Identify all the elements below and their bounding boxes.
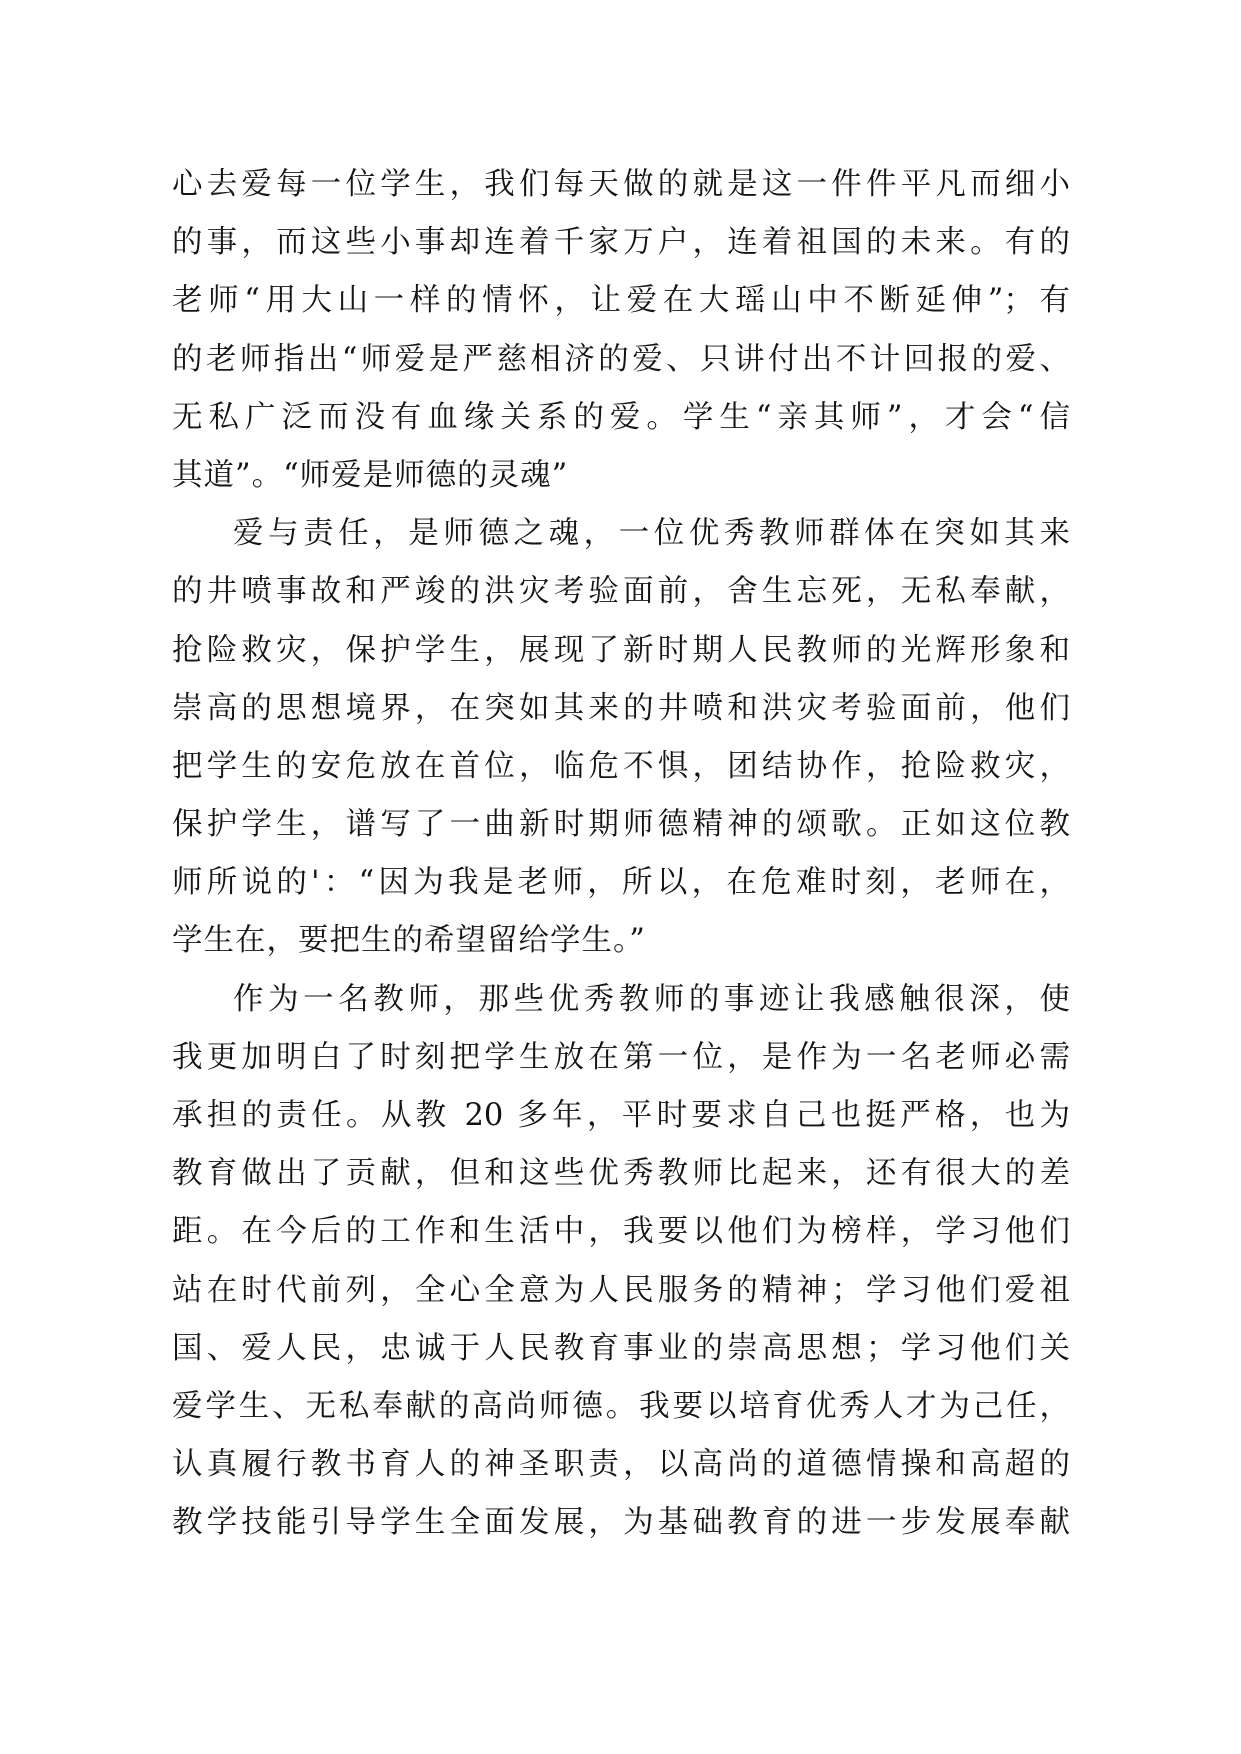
text-line: 保护学生，谱写了一曲新时期师德精神的颂歌。正如这位教 [172,807,1070,843]
text-line: 国、爱人民，忠诚于人民教育事业的崇高思想；学习他们关 [172,1330,1070,1366]
text-line: 抢险救灾，保护学生，展现了新时期人民教师的光辉形象和 [172,632,1070,668]
text-line: 的老师指出“师爱是严慈相济的爱、只讲付出不计回报的爱、 [172,341,1070,377]
text-line: 作为一名教师，那些优秀教师的事迹让我感触很深，使 [233,981,1070,1017]
text-line: 承担的责任。从教 20 多年，平时要求自己也挺严格，也为 [172,1098,1070,1133]
text-line: 学生在，要把生的希望留给学生。” [172,923,646,959]
text-line: 教育做出了贡献，但和这些优秀教师比起来，还有很大的差 [172,1156,1070,1192]
paragraph-1 [172,156,1070,505]
text-line: 师所说的'：“因为我是老师，所以，在危难时刻，老师在， [172,865,1070,901]
text-line: 教学技能引导学生全面发展，为基础教育的进一步发展奉献 [172,1505,1070,1541]
paragraph-2 [172,505,1070,971]
paragraph-3 [172,971,1070,1553]
text-line: 崇高的思想境界，在突如其来的井喷和洪灾考验面前，他们 [172,690,1070,726]
text-line: 的事，而这些小事却连着千家万户，连着祖国的未来。有的 [172,225,1070,261]
text-line: 把学生的安危放在首位，临危不惧，团结协作，抢险救灾， [172,748,1070,784]
text-line: 老师“用大山一样的情怀，让爱在大瑶山中不断延伸”；有 [172,283,1070,319]
text-line: 站在时代前列，全心全意为人民服务的精神；学习他们爱祖 [172,1272,1070,1308]
text-line: 无私广泛而没有血缘关系的爱。学生“亲其师”，才会“信 [172,399,1070,435]
text-line: 爱与责任，是师德之魂，一位优秀教师群体在突如其来 [233,516,1070,552]
text-line: 的井喷事故和严竣的洪灾考验面前，舍生忘死，无私奉献， [172,574,1070,610]
body-text [172,156,1070,1553]
text-line: 其道”。“师爱是师德的灵魂” [172,457,569,493]
text-line: 心去爱每一位学生，我们每天做的就是这一件件平凡而细小 [172,167,1070,202]
text-line: 距。在今后的工作和生活中，我要以他们为榜样，学习他们 [172,1214,1070,1250]
text-line: 认真履行教书育人的神圣职责，以高尚的道德情操和高超的 [172,1447,1070,1483]
text-line: 我更加明白了时刻把学生放在第一位，是作为一名老师必需 [172,1039,1070,1075]
text-line: 爱学生、无私奉献的高尚师德。我要以培育优秀人才为己任， [172,1388,1070,1424]
